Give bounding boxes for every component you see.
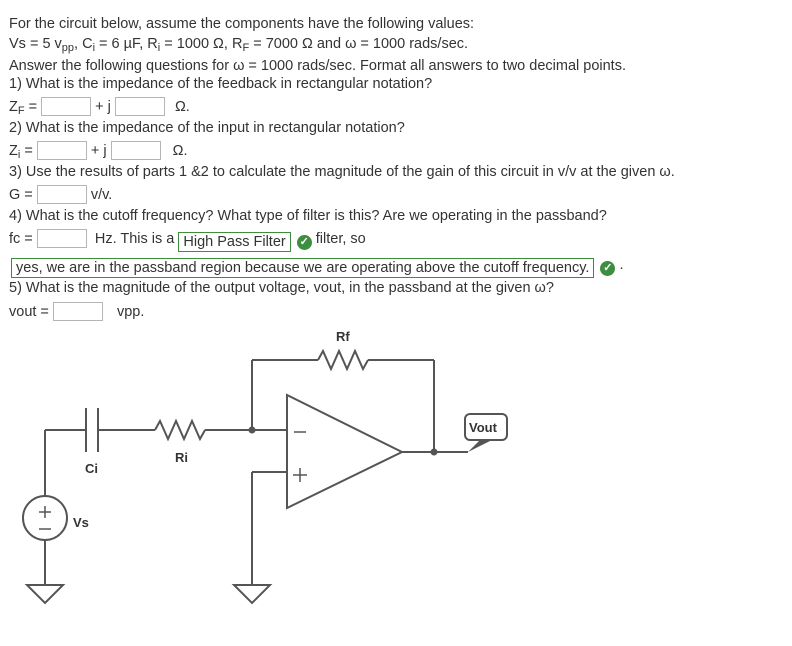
- vout-label: Vout: [469, 420, 497, 435]
- check-circle-icon: ✓: [600, 261, 615, 276]
- intro-line-1: For the circuit below, assume the components have the following values:: [9, 16, 475, 32]
- question-4-answer-row: fc = Hz. This is a High Pass Filter ✓ filter, so: [9, 231, 366, 250]
- question-2-answer-row: $Z_i$ = + j Ω.: [9, 143, 188, 161]
- question-1-answer-row: $Z_F$ = + j Ω.: [9, 99, 190, 117]
- passband-select[interactable]: yes, we are in the passband region because we are operating above the cutoff frequency.: [11, 258, 594, 278]
- rf-label: Rf: [336, 329, 350, 344]
- question-4-passband-row: yes, we are in the passband region because we are operating above the cutoff frequency. ✓ .: [11, 256, 623, 278]
- question-2-text: 2) What is the impedance of the input in rectangular notation?: [9, 120, 405, 136]
- question-3-answer-row: G = v/v.: [9, 187, 113, 203]
- question-5-answer-row: vout = vpp.: [9, 304, 145, 320]
- question-1-text: 1) What is the impedance of the feedback in rectangular notation?: [9, 76, 433, 92]
- check-circle-icon: ✓: [297, 235, 312, 250]
- filter-type-select[interactable]: High Pass Filter: [178, 232, 290, 252]
- question-5-text: 5) What is the magnitude of the output voltage, vout, in the passband at the given ω?: [9, 280, 554, 296]
- ri-label: Ri: [175, 450, 188, 465]
- intro-line-3: Answer the following questions for ω = 1000 rads/sec. Format all answers to two decimal points.: [9, 58, 626, 74]
- ci-label: Ci: [85, 461, 98, 476]
- question-4-text: 4) What is the cutoff frequency? What type of filter is this? Are we operating in the passband?: [9, 208, 607, 224]
- intro-line-2: Vs = 5 $v_{pp}$, $C_i = 6$ µF, $R_i = 1000$ Ω, $R_F = 7000$ Ω and ω = 1000 rads/sec.: [9, 36, 469, 54]
- vs-label: Vs: [73, 515, 89, 530]
- question-3-text: 3) Use the results of parts 1 &2 to calculate the magnitude of the gain of this circuit in v/v at the given ω.: [9, 164, 675, 180]
